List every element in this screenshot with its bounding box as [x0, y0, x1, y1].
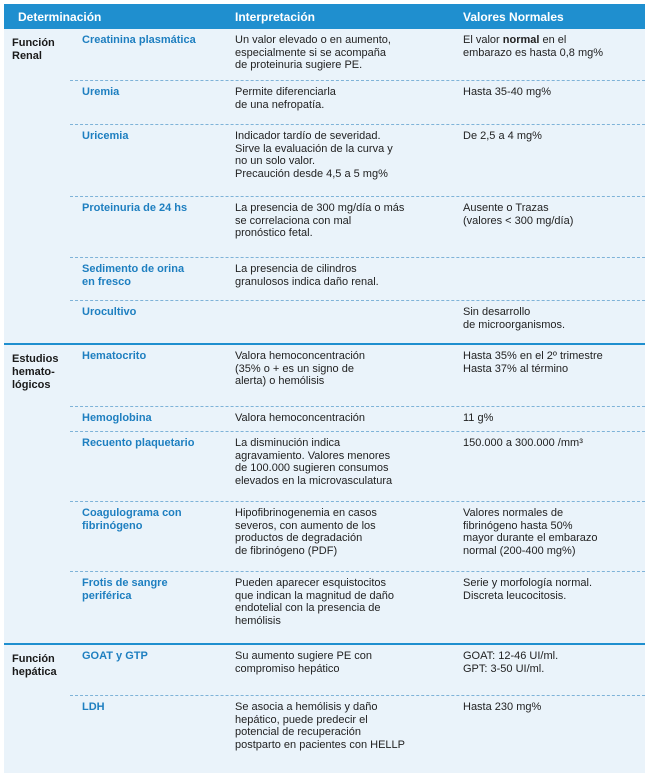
group-name: Estudios hemato- lógicos	[12, 353, 59, 391]
interpretation: Indicador tardío de severidad. Sirve la evaluación de la curva y no un solo valor. Precaución desde 4,5 a 5 mg%	[235, 130, 393, 180]
test-name: Frotis de sangre periférica	[82, 577, 168, 602]
interpretation: Se asocia a hemólisis y daño hepático, puede predecir el potencial de recuperación postparto en pacientes con HELLP	[235, 701, 406, 751]
test-name: Creatinina plasmática	[82, 34, 196, 46]
interpretation: La disminución indica agravamiento. Valores menores de 100.000 sugieren consumos elevados en la microvasculatura	[235, 437, 393, 487]
table-row	[70, 196, 645, 257]
header-interpretacion: Interpretación	[235, 9, 316, 24]
normal-value: Hasta 35-40 mg%	[463, 86, 552, 98]
table-row	[70, 406, 645, 431]
interpretation	[221, 301, 449, 343]
interpretation: Pueden aparecer esquistocitos que indican la magnitud de daño endotelial con la presencia de hemólisis	[235, 577, 395, 627]
table-header	[4, 4, 645, 29]
table-row	[70, 80, 645, 124]
interpretation: La presencia de cilindros granulosos indica daño renal.	[235, 263, 379, 288]
interpretation: Valora hemoconcentración	[235, 412, 366, 424]
normal-value: 150.000 a 300.000 /mm³	[463, 437, 583, 449]
table-row	[70, 431, 645, 501]
test-name: Recuento plaquetario	[82, 437, 195, 449]
group-name: Función Renal	[12, 37, 55, 62]
test-name: GOAT y GTP	[82, 650, 148, 662]
table-row	[70, 124, 645, 196]
table-row	[70, 29, 645, 80]
interpretation: Hipofibrinogenemia en casos severos, con aumento de los productos de degradación de fibrinógeno (PDF)	[235, 507, 377, 557]
table-row	[70, 300, 645, 343]
test-name: LDH	[82, 701, 105, 713]
normal-value: GOAT: 12-46 UI/ml. GPT: 3-50 UI/ml.	[463, 650, 559, 675]
table-row	[70, 345, 645, 406]
interpretation: Un valor elevado o en aumento, especialmente si se acompaña de proteinuria sugiere PE.	[235, 34, 391, 71]
test-name: Coagulograma con fibrinógeno	[82, 507, 182, 532]
test-name: Hemoglobina	[82, 412, 152, 424]
table-row	[70, 501, 645, 571]
table-row	[70, 695, 645, 773]
test-name: Urocultivo	[82, 306, 137, 318]
test-name: Sedimento de orina en fresco	[82, 263, 185, 288]
test-name: Proteinuria de 24 hs	[82, 202, 188, 214]
normal-value: Serie y morfología normal. Discreta leucocitosis.	[463, 577, 592, 602]
normal-value: Valores normales de fibrinógeno hasta 50% mayor durante el embarazo normal (200-400 mg%)	[463, 507, 598, 557]
normal-value	[449, 258, 645, 300]
interpretation: La presencia de 300 mg/día o más se correlaciona con mal pronóstico fetal.	[235, 202, 405, 239]
normal-value: Hasta 230 mg%	[463, 701, 542, 713]
interpretation: Su aumento sugiere PE con compromiso hepático	[235, 650, 372, 675]
normal-value: Sin desarrollo de microorganismos.	[463, 306, 566, 331]
header-determinacion: Determinación	[18, 9, 102, 24]
header-valores-normales: Valores Normales	[463, 9, 564, 24]
normal-value: Hasta 35% en el 2º trimestre Hasta 37% al término	[463, 350, 603, 375]
normal-value: El valor normal en el embarazo es hasta 0,8 mg%	[463, 34, 604, 59]
interpretation: Permite diferenciarla de una nefropatía.	[235, 86, 336, 111]
test-name: Hematocrito	[82, 350, 147, 362]
group-funcion-hepatica	[4, 645, 645, 773]
test-name: Uremia	[82, 86, 120, 98]
group-name: Función hepática	[12, 653, 57, 678]
group-funcion-renal	[4, 29, 645, 345]
normal-value: Ausente o Trazas (valores < 300 mg/día)	[463, 202, 574, 227]
table-row	[70, 571, 645, 643]
table-row	[70, 257, 645, 300]
normal-value: De 2,5 a 4 mg%	[463, 130, 542, 142]
interpretation: Valora hemoconcentración (35% o + es un signo de alerta) o hemólisis	[235, 350, 366, 387]
group-estudios-hematologicos	[4, 345, 645, 645]
test-name: Uricemia	[82, 130, 129, 142]
table-row	[70, 645, 645, 695]
normal-value: 11 g%	[463, 412, 494, 424]
